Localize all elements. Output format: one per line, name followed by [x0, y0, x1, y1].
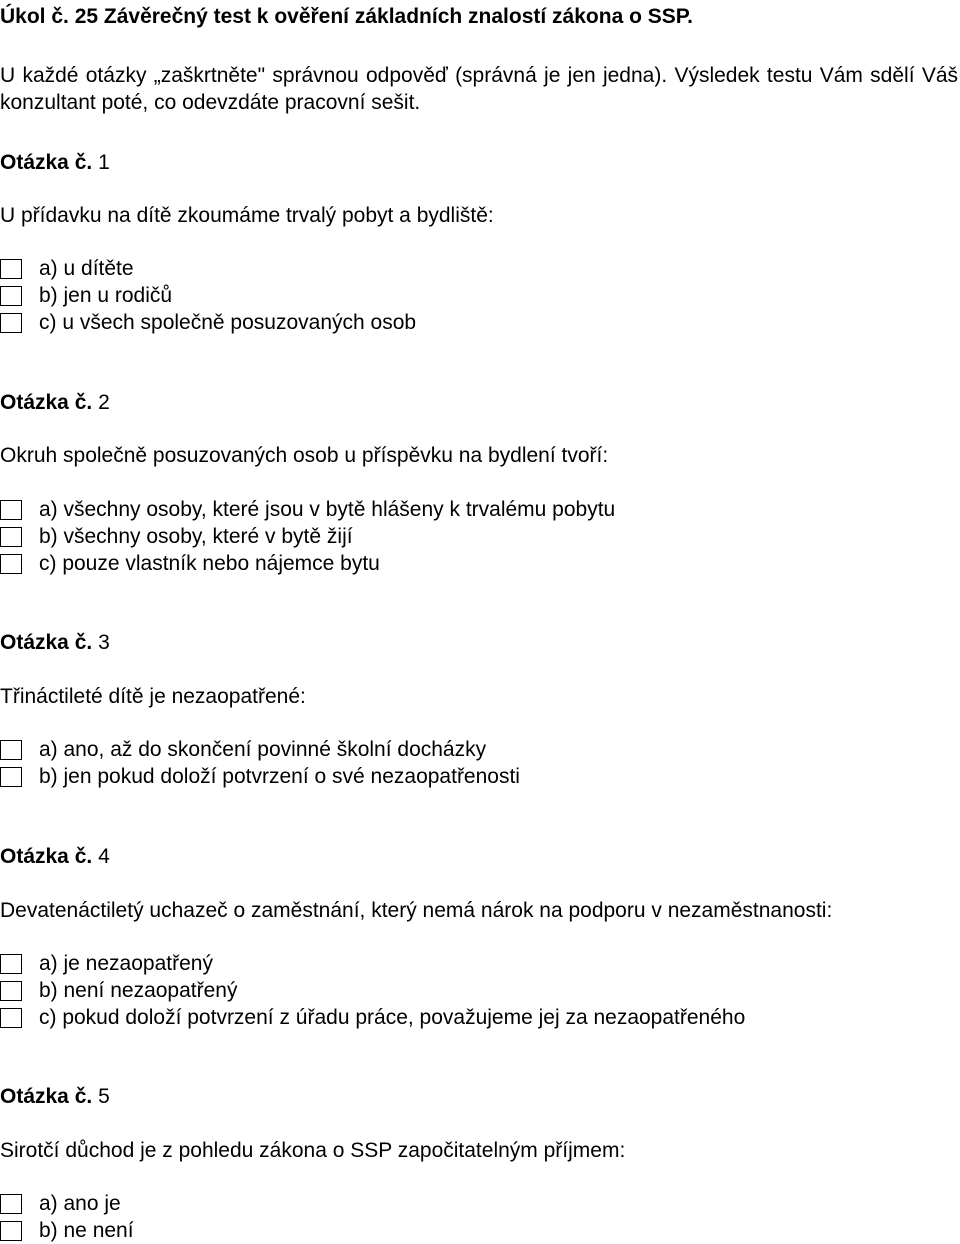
question-2-options	[0, 496, 615, 577]
question-2-text: Okruh společně posuzovaných osob u příspěvku na bydlení tvoří:	[0, 444, 609, 467]
option-label: a) ano je	[39, 1192, 121, 1215]
option-label: a) všechny osoby, které jsou v bytě hlášeny k trvalému pobytu	[39, 498, 616, 521]
task-title: Úkol č. 25 Závěrečný test k ověření základních znalostí zákona o SSP.	[0, 5, 693, 28]
checkbox[interactable]	[0, 1008, 22, 1028]
question-label: Otázka č.	[0, 1085, 93, 1108]
question-label: Otázka č.	[0, 631, 93, 654]
checkbox[interactable]	[0, 286, 22, 306]
checkbox[interactable]	[0, 500, 22, 520]
question-5-text: Sirotčí důchod je z pohledu zákona o SSP započitatelným příjmem:	[0, 1139, 626, 1162]
checkbox[interactable]	[0, 259, 22, 279]
option-label: a) ano, až do skončení povinné školní docházky	[39, 738, 487, 761]
question-5-option-b[interactable]	[0, 1217, 134, 1244]
checkbox[interactable]	[0, 740, 22, 760]
question-label: Otázka č.	[0, 391, 93, 414]
question-number: 2	[98, 391, 110, 414]
checkbox[interactable]	[0, 313, 22, 333]
question-4-option-b[interactable]	[0, 977, 745, 1004]
question-5-option-a[interactable]	[0, 1190, 134, 1217]
checkbox[interactable]	[0, 954, 22, 974]
question-2-option-b[interactable]	[0, 523, 615, 550]
option-label: b) není nezaopatřený	[39, 979, 238, 1002]
option-label: c) u všech společně posuzovaných osob	[39, 311, 417, 334]
question-5-options	[0, 1190, 134, 1244]
question-3-option-b[interactable]	[0, 763, 520, 790]
option-label: b) jen pokud doloží potvrzení o své nezaopatřenosti	[39, 765, 520, 788]
question-4-options	[0, 950, 745, 1031]
question-4-text: Devatenáctiletý uchazeč o zaměstnání, který nemá nárok na podporu v nezaměstnanosti:	[0, 899, 833, 922]
question-1-option-c[interactable]	[0, 309, 416, 336]
question-number: 5	[98, 1085, 110, 1108]
question-number: 4	[98, 845, 110, 868]
option-label: b) ne není	[39, 1219, 134, 1242]
question-label: Otázka č.	[0, 845, 93, 868]
question-1-heading	[0, 150, 110, 176]
checkbox[interactable]	[0, 1194, 22, 1214]
question-3-option-a[interactable]	[0, 736, 520, 763]
option-label: c) pouze vlastník nebo nájemce bytu	[39, 552, 380, 575]
option-label: b) jen u rodičů	[39, 284, 173, 307]
question-2-option-c[interactable]	[0, 550, 615, 577]
checkbox[interactable]	[0, 1221, 22, 1241]
question-number: 3	[98, 631, 110, 654]
checkbox[interactable]	[0, 767, 22, 787]
question-2-heading	[0, 390, 110, 416]
question-1-option-b[interactable]	[0, 282, 416, 309]
question-2-option-a[interactable]	[0, 496, 615, 523]
checkbox[interactable]	[0, 981, 22, 1001]
option-label: a) u dítěte	[39, 257, 134, 280]
option-label: c) pokud doloží potvrzení z úřadu práce, považujeme jej za nezaopatřeného	[39, 1006, 746, 1029]
question-1-text: U přídavku na dítě zkoumáme trvalý pobyt a bydliště:	[0, 204, 494, 227]
question-4-heading	[0, 844, 110, 870]
question-1-option-a[interactable]	[0, 255, 416, 282]
checkbox[interactable]	[0, 527, 22, 547]
question-number: 1	[98, 151, 110, 174]
question-1-options	[0, 255, 416, 336]
question-4-option-a[interactable]	[0, 950, 745, 977]
instructions-paragraph: U každé otázky „zaškrtněte" správnou odpověď (správná je jen jedna). Výsledek testu Vám sdělí Váš konzultant poté, co odevzdáte pracovní sešit.	[0, 64, 958, 114]
question-3-heading	[0, 630, 110, 656]
option-label: a) je nezaopatřený	[39, 952, 213, 975]
question-3-text: Třináctileté dítě je nezaopatřené:	[0, 685, 306, 708]
question-5-heading	[0, 1084, 110, 1110]
question-3-options	[0, 736, 520, 790]
checkbox[interactable]	[0, 554, 22, 574]
option-label: b) všechny osoby, které v bytě žijí	[39, 525, 353, 548]
question-4-option-c[interactable]	[0, 1004, 745, 1031]
question-label: Otázka č.	[0, 151, 93, 174]
